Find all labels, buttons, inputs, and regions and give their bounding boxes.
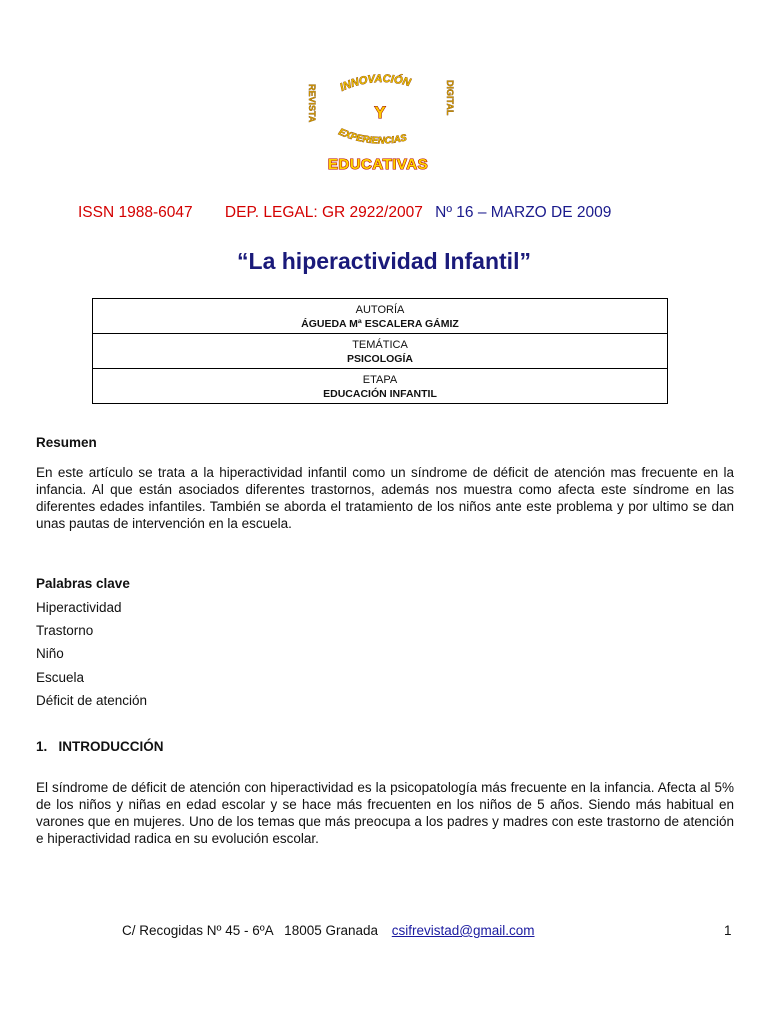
- intro-text: El síndrome de déficit de atención con hiperactividad es la psicopatología más frecuente en la infancia. Afecta al 5% de los niños y niñas en edad escolar y se hace más frecuenten en los niños de 5 años. Siendo más habitual en varones que en mujeres. Uno de los temas que más preocupa a los padres y madres con este trastorno de atención e hiperactividad radica en su evolución escolar.: [36, 780, 734, 846]
- logo-right-column: DIGITAL: [445, 80, 455, 116]
- theme-value: PSICOLOGÍA: [347, 353, 413, 365]
- magazine-logo: [290, 70, 470, 178]
- intro-heading: 1. INTRODUCCIÓN: [36, 739, 164, 754]
- theme-cell: [93, 334, 667, 369]
- authorship-label: AUTORÍA: [355, 304, 405, 316]
- keyword-item: Niño: [36, 646, 64, 661]
- theme-label: TEMÁTICA: [352, 339, 408, 351]
- legal-deposit: DEP. LEGAL: GR 2922/2007: [224, 204, 423, 221]
- footer-address: C/ Recogidas Nº 45 - 6ºA 18005 Granada: [122, 923, 379, 938]
- footer-email-link[interactable]: csifrevistad@gmail.com: [391, 923, 535, 938]
- authorship-value: ÁGUEDA Mª ESCALERA GÁMIZ: [301, 318, 459, 330]
- stage-label: ETAPA: [362, 374, 398, 386]
- stage-value: EDUCACIÓN INFANTIL: [323, 388, 437, 400]
- stage-cell: [93, 369, 667, 403]
- logo-bottom-arc: EXPERIENCIAS: [336, 126, 408, 147]
- article-metadata-table: [92, 298, 668, 404]
- publication-info: [78, 204, 611, 222]
- keyword-item: Trastorno: [36, 623, 94, 638]
- article-title: “La hiperactividad Infantil”: [237, 248, 531, 274]
- keyword-item: Escuela: [36, 670, 85, 685]
- logo-left-column: REVISTA: [307, 84, 317, 123]
- authorship-cell: [93, 299, 667, 334]
- abstract-text: En este artículo se trata a la hiperactividad infantil como un síndrome de déficit de atención mas frecuente en la infancia. Al que están asociados diferentes trastornos, además nos muestra como afecta este síndrome en las diferentes edades infantiles. También se aborda el tratamiento de los niños ante este problema y por ultimo se dan unas pautas de intervención en la escuela.: [36, 465, 734, 531]
- logo-center-letter: Y: [374, 103, 386, 122]
- logo-top-arc: INNOVACIÓN: [338, 72, 412, 94]
- footer: [122, 923, 535, 938]
- abstract-heading: Resumen: [36, 435, 97, 450]
- page-number: 1: [724, 923, 732, 938]
- issn: ISSN 1988-6047: [78, 204, 193, 221]
- issue-number: Nº 16 – MARZO DE 2009: [435, 204, 612, 221]
- keyword-item: Déficit de atención: [36, 693, 148, 708]
- keywords-heading: Palabras clave: [36, 576, 130, 591]
- keyword-item: Hiperactividad: [36, 600, 122, 615]
- logo-banner: EDUCATIVAS: [327, 156, 429, 173]
